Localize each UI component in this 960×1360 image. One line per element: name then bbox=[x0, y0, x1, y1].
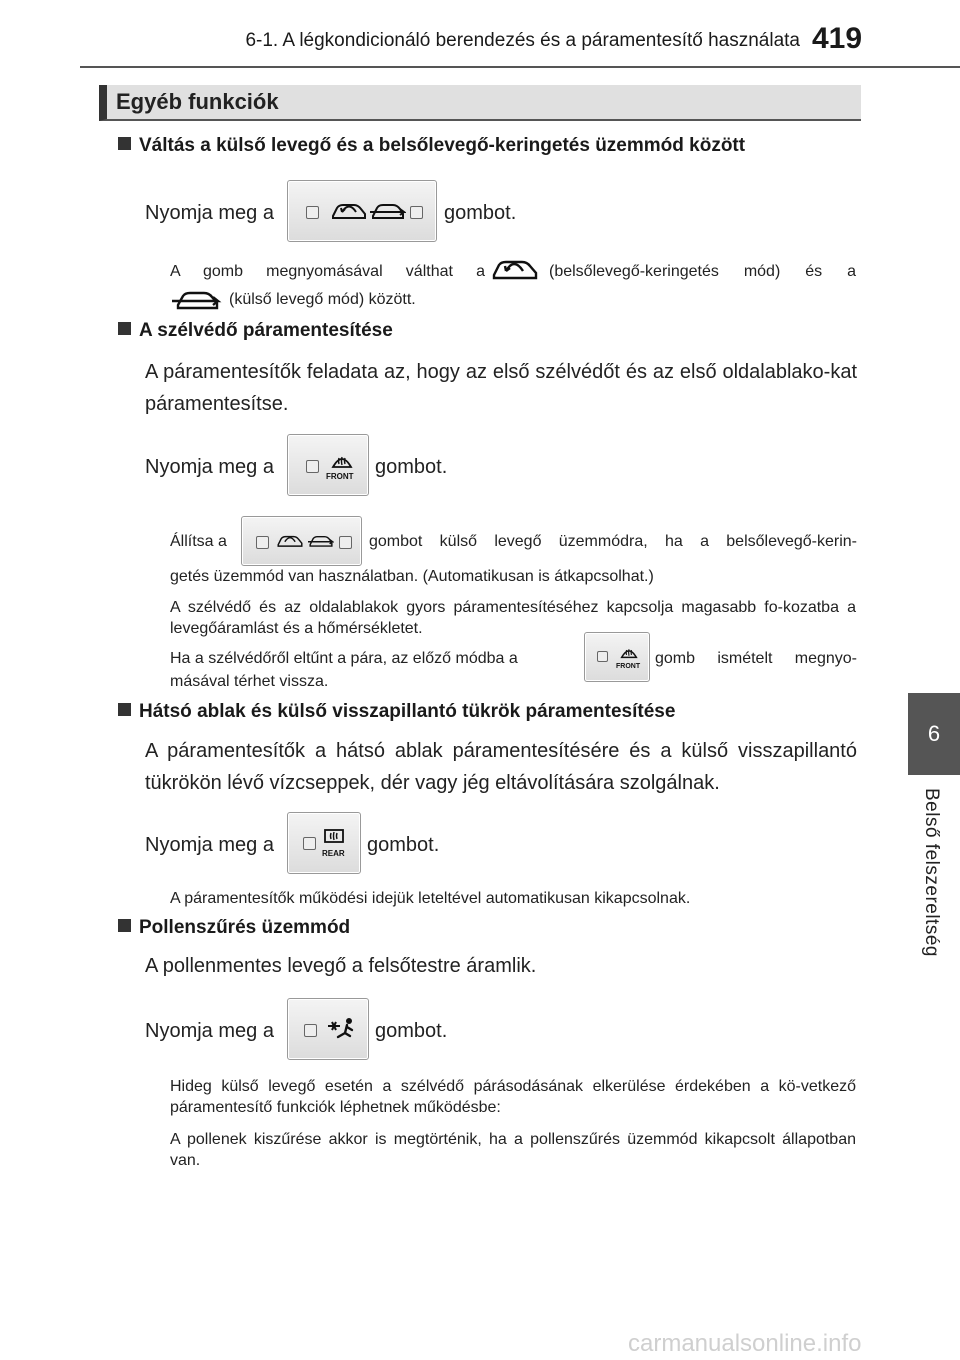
front-defroster-button-image-small bbox=[584, 632, 650, 682]
subsection-heading-windshield-defog: A szélvédő páramentesítése bbox=[118, 320, 393, 342]
press-instruction-pollen-after: gombot. bbox=[375, 1020, 448, 1042]
rear-defroster-icon bbox=[324, 829, 344, 845]
front-note3-after: gomb ismételt megnyo- bbox=[655, 650, 857, 667]
indicator-led bbox=[303, 837, 316, 850]
front-note2: A szélvédő és az oldalablakok gyors páramentesítéséhez kapcsolja magasabb fo-kozatba a levegőáramlást és a hőmérsékletet. bbox=[170, 599, 856, 637]
front-note1-before: Állítsa a bbox=[170, 533, 227, 550]
indicator-led bbox=[304, 1024, 317, 1037]
chapter-title: Belső felszereltség bbox=[921, 788, 942, 957]
rear-defroster-button-image bbox=[287, 812, 361, 874]
windshield-defog-body: A páramentesítők feladata az, hogy az első szélvédőt és az első oldalablako-kat páramentesítse. bbox=[145, 361, 857, 415]
front-button-label: FRONT bbox=[326, 472, 354, 481]
press-instruction-front-after: gombot. bbox=[375, 456, 448, 478]
front-defroster-button-image bbox=[287, 434, 369, 496]
press-instruction-pollen-before: Nyomja meg a bbox=[145, 1020, 274, 1042]
press-instruction-rear-after: gombot. bbox=[367, 834, 440, 856]
pollen-note2: A pollenek kiszűrése akkor is megtörténik, ha a pollenszűrés üzemmód kikapcsolt állapotban van. bbox=[170, 1131, 856, 1169]
pollen-note1: Hideg külső levegő esetén a szélvédő párásodásának elkerülése érdekében a kö-vetkező páramentesítő funkciók léphetnek működésbe: bbox=[170, 1078, 856, 1116]
indicator-led bbox=[256, 536, 269, 549]
bullet-square bbox=[118, 137, 131, 150]
outside-air-car-icon bbox=[172, 286, 222, 314]
recirculation-car-icon bbox=[330, 199, 368, 223]
front-note1-continued: getés üzemmód van használatban. (Automatikusan is átkapcsolhat.) bbox=[170, 568, 654, 585]
recirculation-button-image bbox=[287, 180, 437, 242]
recirc-note-part2: (belsőlevegő-keringetés mód) és a bbox=[549, 263, 856, 280]
press-instruction-front-before: Nyomja meg a bbox=[145, 456, 274, 478]
chapter-tab[interactable] bbox=[908, 693, 960, 775]
header-rule bbox=[80, 66, 960, 68]
indicator-led bbox=[339, 536, 352, 549]
press-instruction-recirc-before: Nyomja meg a bbox=[145, 202, 274, 224]
front-button-label: FRONT bbox=[616, 663, 641, 670]
indicator-led bbox=[306, 460, 319, 473]
recirc-note-part1: A gomb megnyomásával válthat a bbox=[170, 263, 485, 280]
indicator-led bbox=[597, 651, 608, 662]
indicator-led bbox=[410, 206, 423, 219]
front-note3-continued: másával térhet vissza. bbox=[170, 673, 329, 690]
outside-air-button-image bbox=[241, 516, 362, 566]
watermark: carmanualsonline.info bbox=[628, 1330, 862, 1357]
pollen-body: A pollenmentes levegő a felsőtestre áramlik. bbox=[145, 955, 537, 977]
indicator-led bbox=[306, 206, 319, 219]
rear-button-label: REAR bbox=[322, 849, 345, 858]
outside-air-car-icon bbox=[308, 531, 334, 551]
subsection-heading-recirculation: Váltás a külső levegő és a belsőlevegő-keringetés üzemmód között bbox=[118, 135, 745, 157]
rear-defog-body: A páramentesítők a hátsó ablak páramentesítésére és a külső visszapillantó tükrökön lévő vízcseppek, dér vagy jég eltávolítására szolgálnak. bbox=[145, 740, 857, 794]
front-defroster-icon bbox=[620, 645, 638, 660]
front-note1-after: gombot külső levegő üzemmódra, ha a belsőlevegő-kerin- bbox=[369, 533, 857, 550]
subsection-heading-pollen: Pollenszűrés üzemmód bbox=[118, 917, 350, 939]
press-instruction-recirc-after: gombot. bbox=[444, 202, 517, 224]
pollen-filter-icon bbox=[326, 1016, 356, 1044]
outside-air-car-icon bbox=[370, 199, 406, 223]
front-note3-before: Ha a szélvédőről eltűnt a pára, az előző módba a bbox=[170, 650, 518, 667]
rear-defog-note: A páramentesítők működési idejük leteltével automatikusan kikapcsolnak. bbox=[170, 890, 691, 907]
recirc-note-part3: (külső levegő mód) között. bbox=[229, 291, 416, 308]
bullet-square bbox=[118, 919, 131, 932]
recirculation-car-icon bbox=[490, 254, 540, 284]
section-title: Egyéb funkciók bbox=[116, 89, 279, 114]
running-header: 6-1. A légkondicionáló berendezés és a páramentesítő használata bbox=[245, 30, 800, 51]
front-defroster-icon bbox=[331, 452, 353, 470]
bullet-square bbox=[118, 703, 131, 716]
page-number: 419 bbox=[812, 22, 863, 55]
chapter-number: 6 bbox=[927, 721, 941, 746]
recirculation-car-icon bbox=[276, 531, 304, 551]
subsection-heading-rear-defog: Hátsó ablak és külső visszapillantó tükrök páramentesítése bbox=[118, 701, 675, 723]
bullet-square bbox=[118, 322, 131, 335]
pollen-filter-button-image bbox=[287, 998, 369, 1060]
press-instruction-rear-before: Nyomja meg a bbox=[145, 834, 274, 856]
